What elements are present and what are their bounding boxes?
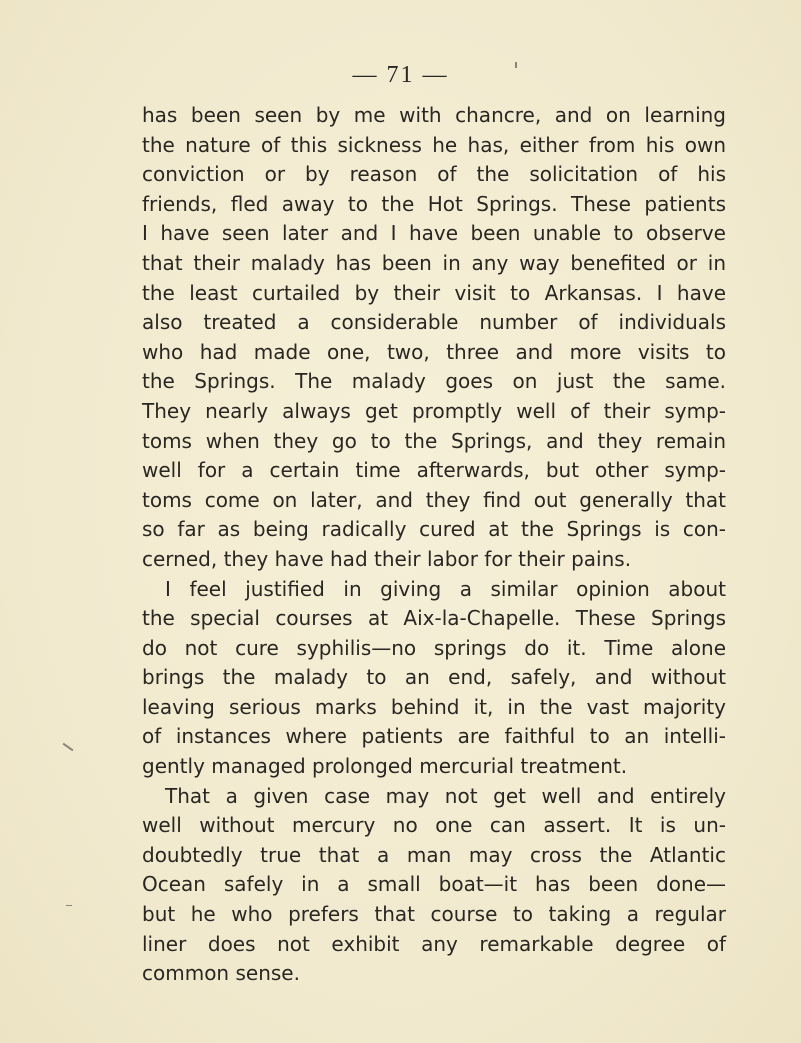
scan-speck xyxy=(66,905,72,906)
paragraph-start-line: I feel justified in giving a similar opinion about xyxy=(165,576,726,601)
text-line: the Springs. The malady goes on just the same. xyxy=(142,369,726,394)
text-line: do not cure syphilis—no springs do it. Time alone xyxy=(142,635,726,660)
page-number: — 71 — xyxy=(352,62,449,88)
text-line: well without mercury no one can assert. It is un- xyxy=(142,813,726,838)
text-line: well for a certain time afterwards, but other symp- xyxy=(142,458,726,483)
text-line: who had made one, two, three and more visits to xyxy=(142,339,726,364)
scan-speck xyxy=(515,62,517,68)
text-line: gently managed prolonged mercurial treatment. xyxy=(142,754,628,779)
text-line: doubtedly true that a man may cross the Atlantic xyxy=(142,842,726,867)
scan-speck xyxy=(63,743,74,752)
paragraph-start-line: That a given case may not get well and entirely xyxy=(165,783,726,808)
text-line: liner does not exhibit any remarkable degree of xyxy=(142,931,726,956)
text-line: Ocean safely in a small boat—it has been done— xyxy=(142,872,726,897)
text-line: of instances where patients are faithful to an intelli- xyxy=(142,724,726,749)
text-line: cerned, they have had their labor for their pains. xyxy=(142,546,632,571)
text-line: has been seen by me with chancre, and on learning xyxy=(142,103,726,127)
text-line: brings the malady to an end, safely, and without xyxy=(142,665,726,690)
text-line: toms come on later, and they find out generally that xyxy=(142,487,726,512)
text-line: the least curtailed by their visit to Arkansas. I have xyxy=(142,280,726,305)
text-line: conviction or by reason of the solicitation of his xyxy=(142,162,726,187)
text-line: I have seen later and I have been unable to observe xyxy=(142,221,726,246)
text-line: friends, fled away to the Hot Springs. These patients xyxy=(142,191,726,216)
text-line: but he who prefers that course to taking a regular xyxy=(142,902,726,927)
text-line: leaving serious marks behind it, in the vast majority xyxy=(142,694,726,719)
text-line: so far as being radically cured at the Springs is con- xyxy=(142,517,726,542)
text-line: They nearly always get promptly well of their symp- xyxy=(142,398,726,423)
text-line: common sense. xyxy=(142,961,300,986)
text-line: that their malady has been in any way benefited or in xyxy=(142,250,726,275)
text-line: also treated a considerable number of individuals xyxy=(142,310,726,335)
text-line: the nature of this sickness he has, either from his own xyxy=(142,132,726,157)
text-line: the special courses at Aix-la-Chapelle. These Springs xyxy=(142,606,726,631)
text-line: toms when they go to the Springs, and they remain xyxy=(142,428,726,453)
body-text xyxy=(142,101,726,989)
